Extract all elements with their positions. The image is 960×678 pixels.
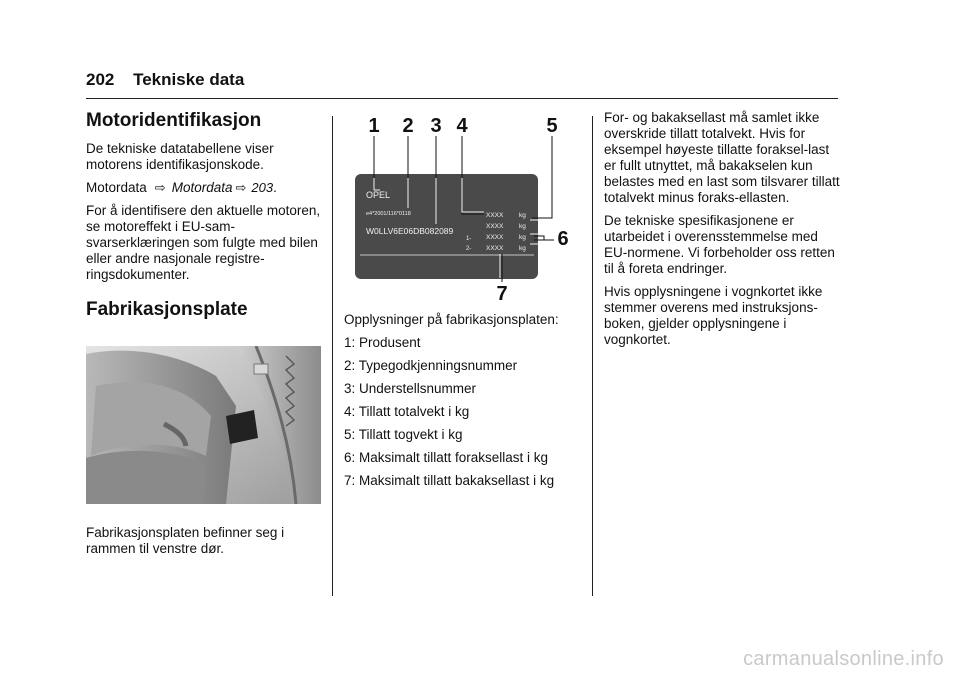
plate-value-train: XXXX (486, 223, 504, 230)
plate-row-prefix-1: 1- (466, 236, 472, 242)
registration-paragraph: Hvis opplysningene i vognkortet ikke stemmer overens med instruksjons-boken, gjelder opplysningene i vognkortet. (604, 284, 823, 347)
plate-brand: OPEL (366, 190, 391, 200)
engine-id-paragraph: De tekniske datatabellene viser motorens identifikasjonskode. (86, 141, 274, 172)
callout-6: 6 (557, 228, 569, 250)
list-item: 5: Tillatt togvekt i kg (344, 427, 463, 442)
list-item: 1: Produsent (344, 335, 421, 350)
list-item: 4: Tillatt totalvekt i kg (344, 404, 470, 419)
list-item: 2: Typegodkjenningsnummer (344, 358, 518, 373)
identify-engine-paragraph: For å identifisere den aktuelle motoren, se motoreffekt i EU-sam-svarserklæringen som fulgte med bilen eller andre nasjonale registre-ringsdokumenter. (86, 203, 321, 282)
page-number: 202 (86, 70, 115, 89)
plate-approval-number: e4*2001/116*0118 (366, 211, 411, 217)
specifications-paragraph: De tekniske spesifikasjonene er utarbeidet i overensstemmelse med EU-normene. Vi forbeholder oss retten til å foreta endringer. (604, 213, 835, 276)
id-plate-svg (344, 110, 584, 306)
motordata-link[interactable]: Motordata (171, 180, 233, 195)
plate-location-caption: Fabrikasjonsplaten befinner seg i rammen til venstre dør. (86, 525, 285, 556)
plate-unit-front: kg (519, 234, 526, 241)
callout-4: 4 (456, 115, 468, 137)
plate-vin: W0LLV6E06DB082089 (366, 226, 454, 236)
reference-arrow-icon: ⇨ (154, 180, 166, 195)
plate-unit-train: kg (519, 223, 526, 230)
callout-5: 5 (546, 115, 558, 137)
callout-1: 1 (368, 115, 380, 137)
plate-value-rear: XXXX (486, 245, 504, 252)
list-item: 6: Maksimalt tillatt foraksellast i kg (344, 450, 549, 465)
column-right (604, 110, 840, 355)
plate-row-prefix-2: 2- (466, 246, 472, 252)
id-plate-diagram (344, 110, 584, 306)
cross-reference: Motordata ⇨ Motordata ⇨ 203. (86, 180, 277, 195)
plate-value-total: XXXX (486, 212, 504, 219)
plate-info-list (344, 312, 584, 496)
plate-unit-rear: kg (519, 245, 526, 252)
page-header (86, 70, 244, 90)
header-rule (86, 98, 838, 99)
watermark: carmanualsonline.info (743, 648, 944, 670)
callout-7: 7 (496, 283, 508, 305)
column-divider-left (332, 116, 333, 596)
list-item: 3: Understellsnummer (344, 381, 477, 396)
door-frame-photo (86, 346, 321, 504)
axle-load-paragraph: For- og bakaksellast må samlet ikke overskride tillatt totalvekt. Hvis for eksempel høyeste tillatte foraksel-last er fullt utnyttet, må bakakselen kun belastes med en last som tilsvarer tillatt totalvekt minus foraks-ellasten. (604, 110, 840, 205)
column-left (86, 110, 321, 330)
callout-2: 2 (402, 115, 414, 137)
column-divider-right (592, 116, 593, 596)
section-heading-engine-id: Motoridentifikasjon (86, 110, 262, 131)
plate-unit-total: kg (519, 212, 526, 219)
callout-3: 3 (430, 115, 442, 137)
plate-value-front: XXXX (486, 234, 504, 241)
reference-arrow-icon: ⇨ (235, 180, 247, 195)
reference-page: 203 (251, 180, 274, 195)
door-frame-illustration (86, 346, 321, 504)
section-heading-plate: Fabrikasjonsplate (86, 299, 248, 320)
list-item: 7: Maksimalt tillatt bakaksellast i kg (344, 473, 555, 488)
plate-info-intro: Opplysninger på fabrikasjonsplaten: (344, 312, 559, 327)
chapter-title: Tekniske data (133, 70, 245, 89)
